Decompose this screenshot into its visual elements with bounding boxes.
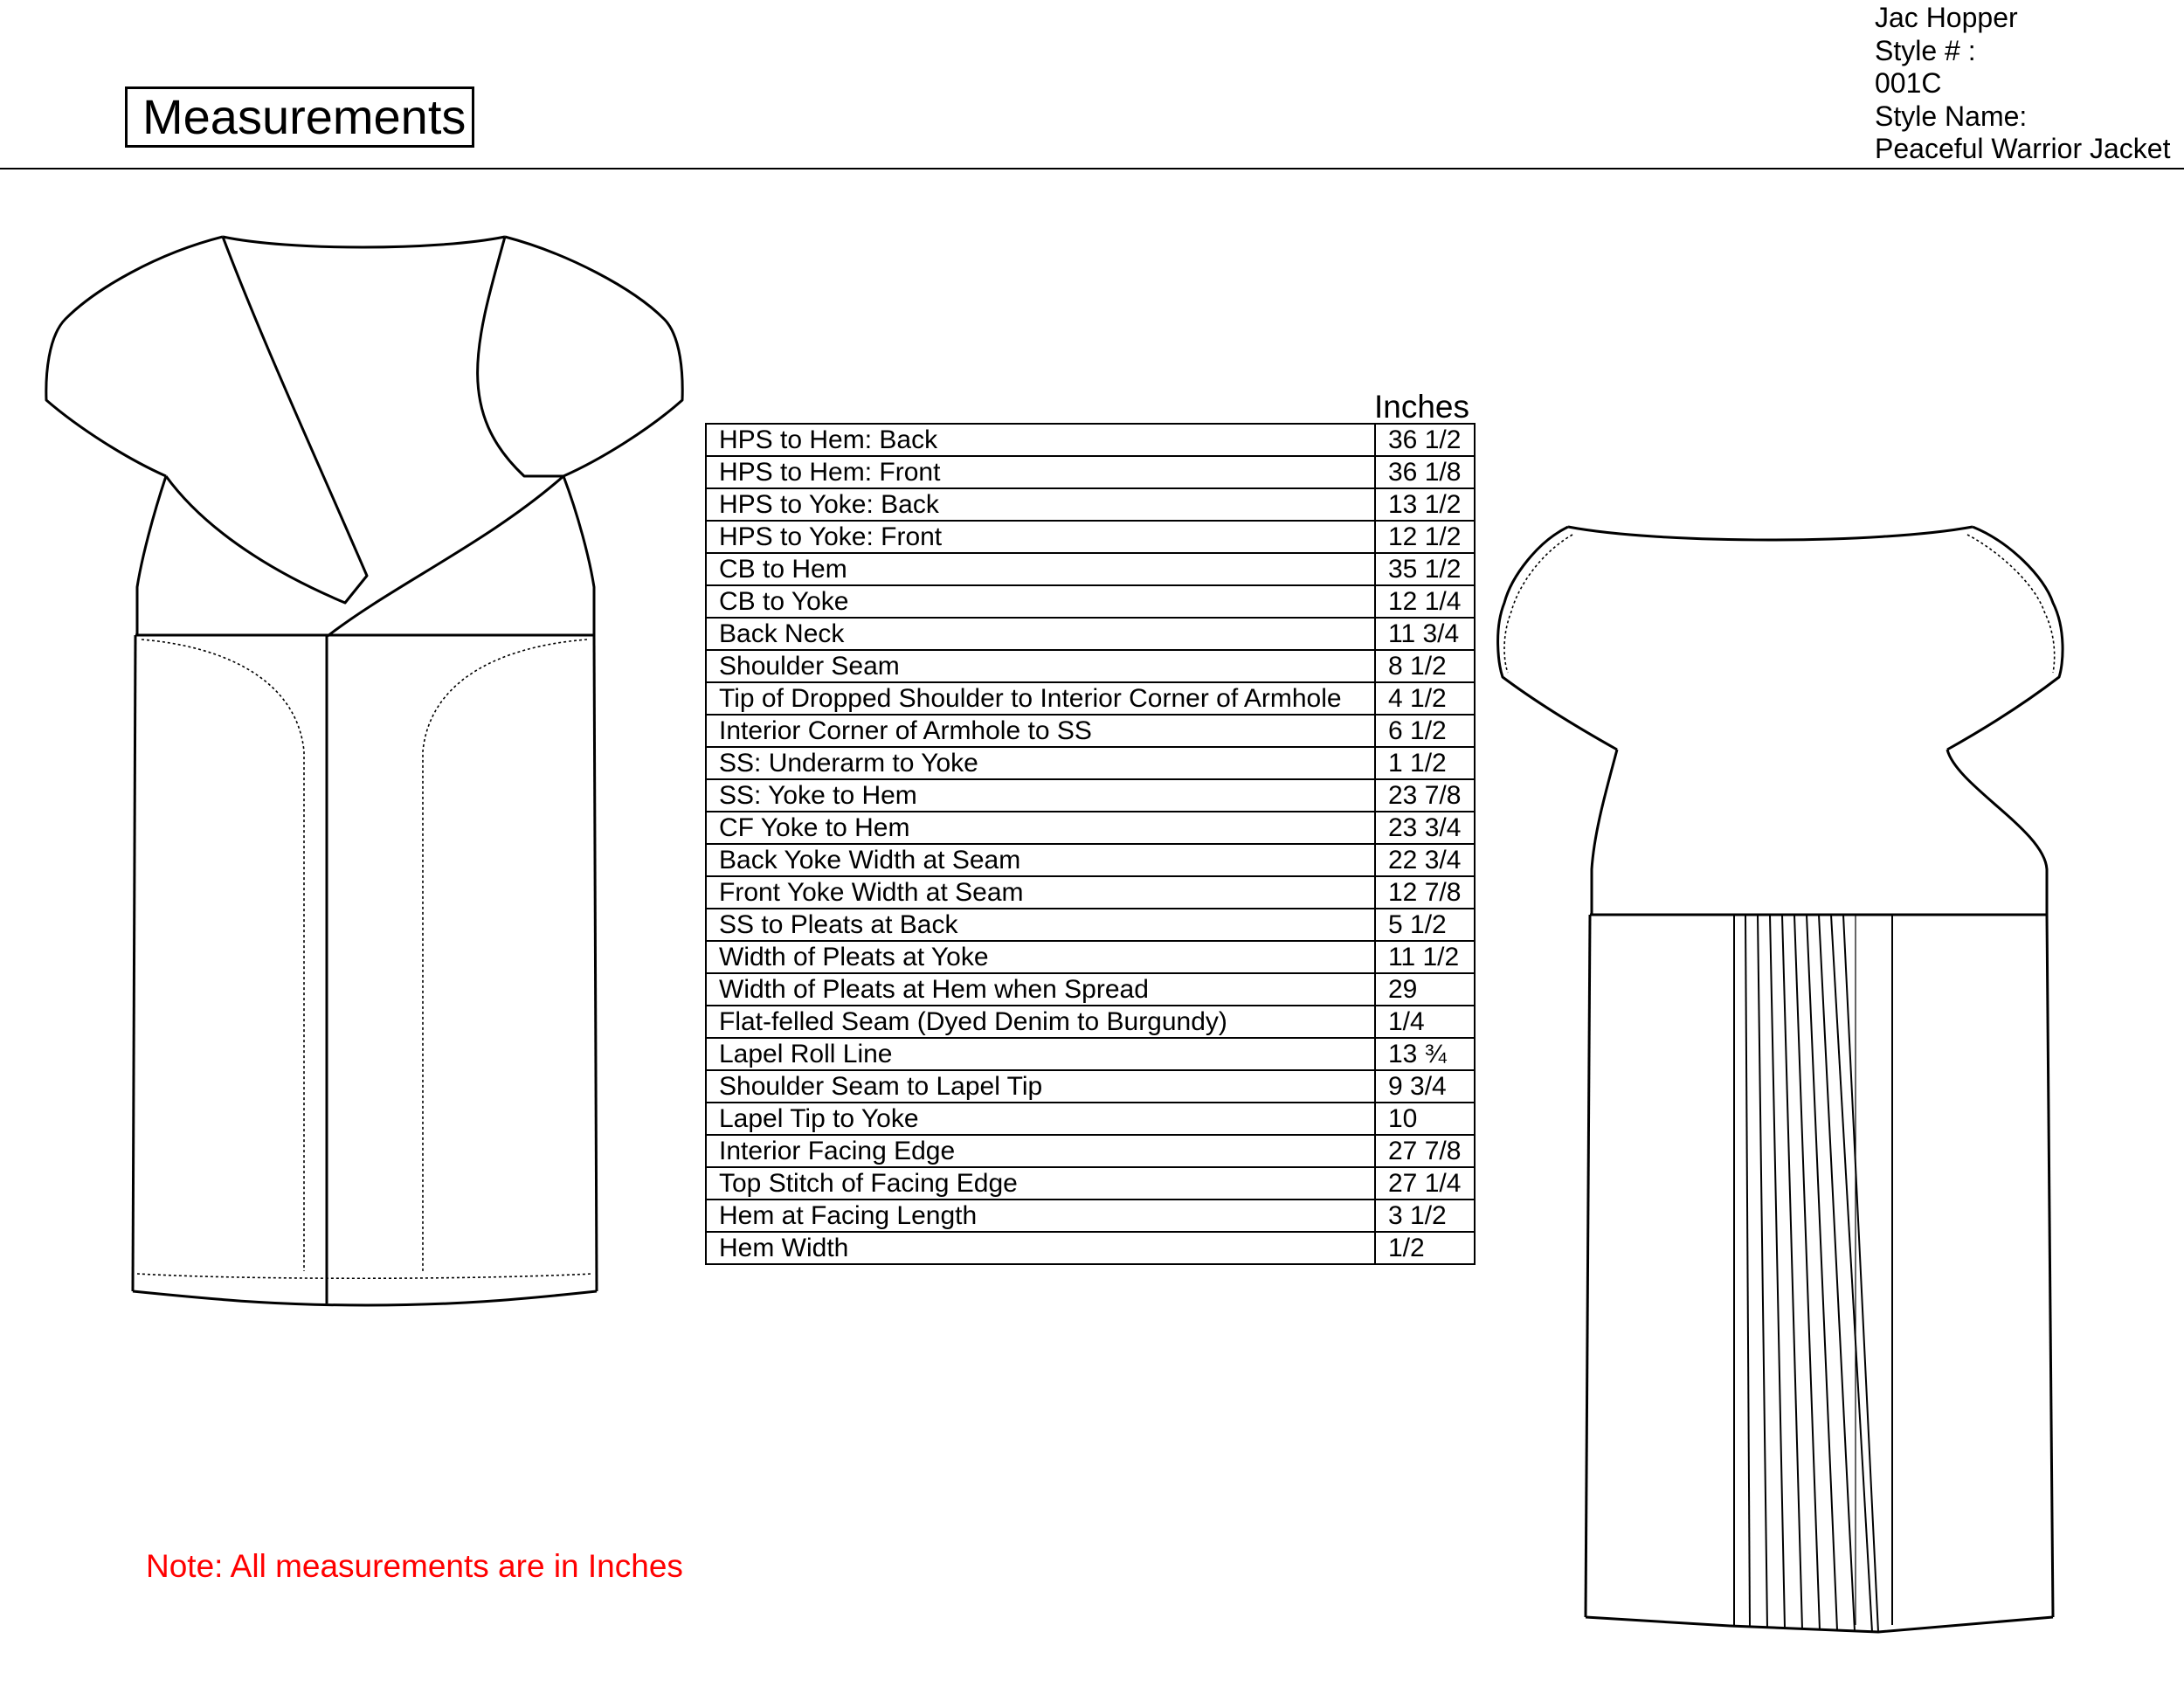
measurement-table [705,423,1476,1265]
right-lapel [328,237,563,636]
measurement-value: 10 [1375,1103,1475,1135]
measurement-row [706,456,1475,488]
measurement-row [706,553,1475,585]
measurement-row [706,747,1475,779]
measurement-label: Lapel Roll Line [706,1038,1375,1070]
back-right-shoulder-stitch [1967,535,2055,673]
left-side-upper [137,476,166,635]
hem-line [133,1291,597,1305]
measurement-label: Interior Facing Edge [706,1135,1375,1167]
back-neckline [223,237,505,247]
measurement-row [706,1135,1475,1167]
back-right-side-seam [2047,915,2053,1617]
measurement-row [706,521,1475,553]
measurement-row [706,941,1475,973]
measurement-row [706,1232,1475,1264]
measurement-value: 9 3/4 [1375,1070,1475,1103]
measurement-value: 3 1/2 [1375,1200,1475,1232]
measurement-row [706,844,1475,876]
measurement-label: SS: Underarm to Yoke [706,747,1375,779]
style-number-value: 001C [1875,67,1942,99]
measurement-row [706,1167,1475,1200]
measurement-row [706,1070,1475,1103]
style-number-label: Style # : [1875,34,1976,66]
style-info-block [1875,2,2170,166]
measurement-row [706,1200,1475,1232]
style-name-value: Peaceful Warrior Jacket [1875,133,2171,164]
measurement-value: 12 1/4 [1375,585,1475,618]
right-facing-stitch [423,640,587,1271]
hem-stitch [137,1274,592,1278]
measurement-row [706,812,1475,844]
measurement-label: Hem Width [706,1232,1375,1264]
measurement-label: HPS to Yoke: Back [706,488,1375,521]
back-jacket-sketch [1485,498,2149,1642]
measurement-label: Tip of Dropped Shoulder to Interior Corner of Armhole [706,682,1375,715]
measurement-value: 11 1/2 [1375,941,1475,973]
measurement-value: 1 1/2 [1375,747,1475,779]
measurement-label: Lapel Tip to Yoke [706,1103,1375,1135]
measurement-row [706,1103,1475,1135]
left-side-seam [133,635,135,1291]
measurement-label: Width of Pleats at Yoke [706,941,1375,973]
page-title: Measurements [125,86,474,148]
measurement-value: 1/4 [1375,1006,1475,1038]
front-jacket-sketch [35,223,699,1315]
style-name-label: Style Name: [1875,100,2028,132]
measurement-value: 22 3/4 [1375,844,1475,876]
measurement-label: Back Neck [706,618,1375,650]
measurement-label: Flat-felled Seam (Dyed Denim to Burgundy) [706,1006,1375,1038]
measurement-row [706,650,1475,682]
right-side-upper [563,476,594,635]
measurement-row [706,1038,1475,1070]
left-sleeve [46,237,223,476]
back-left-side-seam [1586,915,1590,1617]
measurement-value: 5 1/2 [1375,909,1475,941]
measurement-value: 6 1/2 [1375,715,1475,747]
units-note: Note: All measurements are in Inches [146,1548,683,1584]
back-left-side-upper [1592,750,1617,915]
measurement-value: 23 3/4 [1375,812,1475,844]
measurement-value: 35 1/2 [1375,553,1475,585]
measurement-label: HPS to Yoke: Front [706,521,1375,553]
left-lapel [166,237,367,603]
back-left-sleeve [1498,527,1617,750]
measurement-row [706,715,1475,747]
measurement-label: CB to Yoke [706,585,1375,618]
measurement-label: Front Yoke Width at Seam [706,876,1375,909]
measurement-value: 8 1/2 [1375,650,1475,682]
right-sleeve [505,237,682,476]
measurement-value: 4 1/2 [1375,682,1475,715]
measurement-label: SS: Yoke to Hem [706,779,1375,812]
measurement-label: SS to Pleats at Back [706,909,1375,941]
measurement-value: 23 7/8 [1375,779,1475,812]
left-facing-stitch [142,640,304,1271]
measurement-row [706,488,1475,521]
measurement-label: Width of Pleats at Hem when Spread [706,973,1375,1006]
measurement-row [706,779,1475,812]
measurement-row [706,973,1475,1006]
right-side-seam [594,635,597,1291]
measurement-label: CB to Hem [706,553,1375,585]
measurement-label: Interior Corner of Armhole to SS [706,715,1375,747]
measurement-value: 36 1/2 [1375,424,1475,456]
measurement-row [706,618,1475,650]
back-neckline [1568,527,1973,540]
measurement-value: 11 3/4 [1375,618,1475,650]
header-divider [0,168,2184,169]
designer-name: Jac Hopper [1875,2,2018,33]
measurement-value: 27 1/4 [1375,1167,1475,1200]
measurement-value: 29 [1375,973,1475,1006]
measurement-row [706,909,1475,941]
measurement-value: 27 7/8 [1375,1135,1475,1167]
measurement-row [706,1006,1475,1038]
measurement-row [706,585,1475,618]
back-right-side-upper [1947,750,2047,915]
measurement-value: 1/2 [1375,1232,1475,1264]
measurement-label: Shoulder Seam [706,650,1375,682]
measurement-label: CF Yoke to Hem [706,812,1375,844]
measurement-label: Back Yoke Width at Seam [706,844,1375,876]
measurement-value: 36 1/8 [1375,456,1475,488]
measurement-value: 12 1/2 [1375,521,1475,553]
measurement-label: Hem at Facing Length [706,1200,1375,1232]
measurement-value: 13 ¾ [1375,1038,1475,1070]
measurement-value: 13 1/2 [1375,488,1475,521]
back-left-shoulder-stitch [1504,535,1572,673]
measurement-label: Shoulder Seam to Lapel Tip [706,1070,1375,1103]
measurement-value: 12 7/8 [1375,876,1475,909]
measurement-row [706,876,1475,909]
measurement-label: HPS to Hem: Back [706,424,1375,456]
measurement-label: HPS to Hem: Front [706,456,1375,488]
measurement-row [706,424,1475,456]
measurement-row [706,682,1475,715]
back-right-sleeve [1947,527,2063,750]
units-heading: Inches [1374,389,1470,425]
back-pleats [1734,915,1892,1632]
measurement-label: Top Stitch of Facing Edge [706,1167,1375,1200]
